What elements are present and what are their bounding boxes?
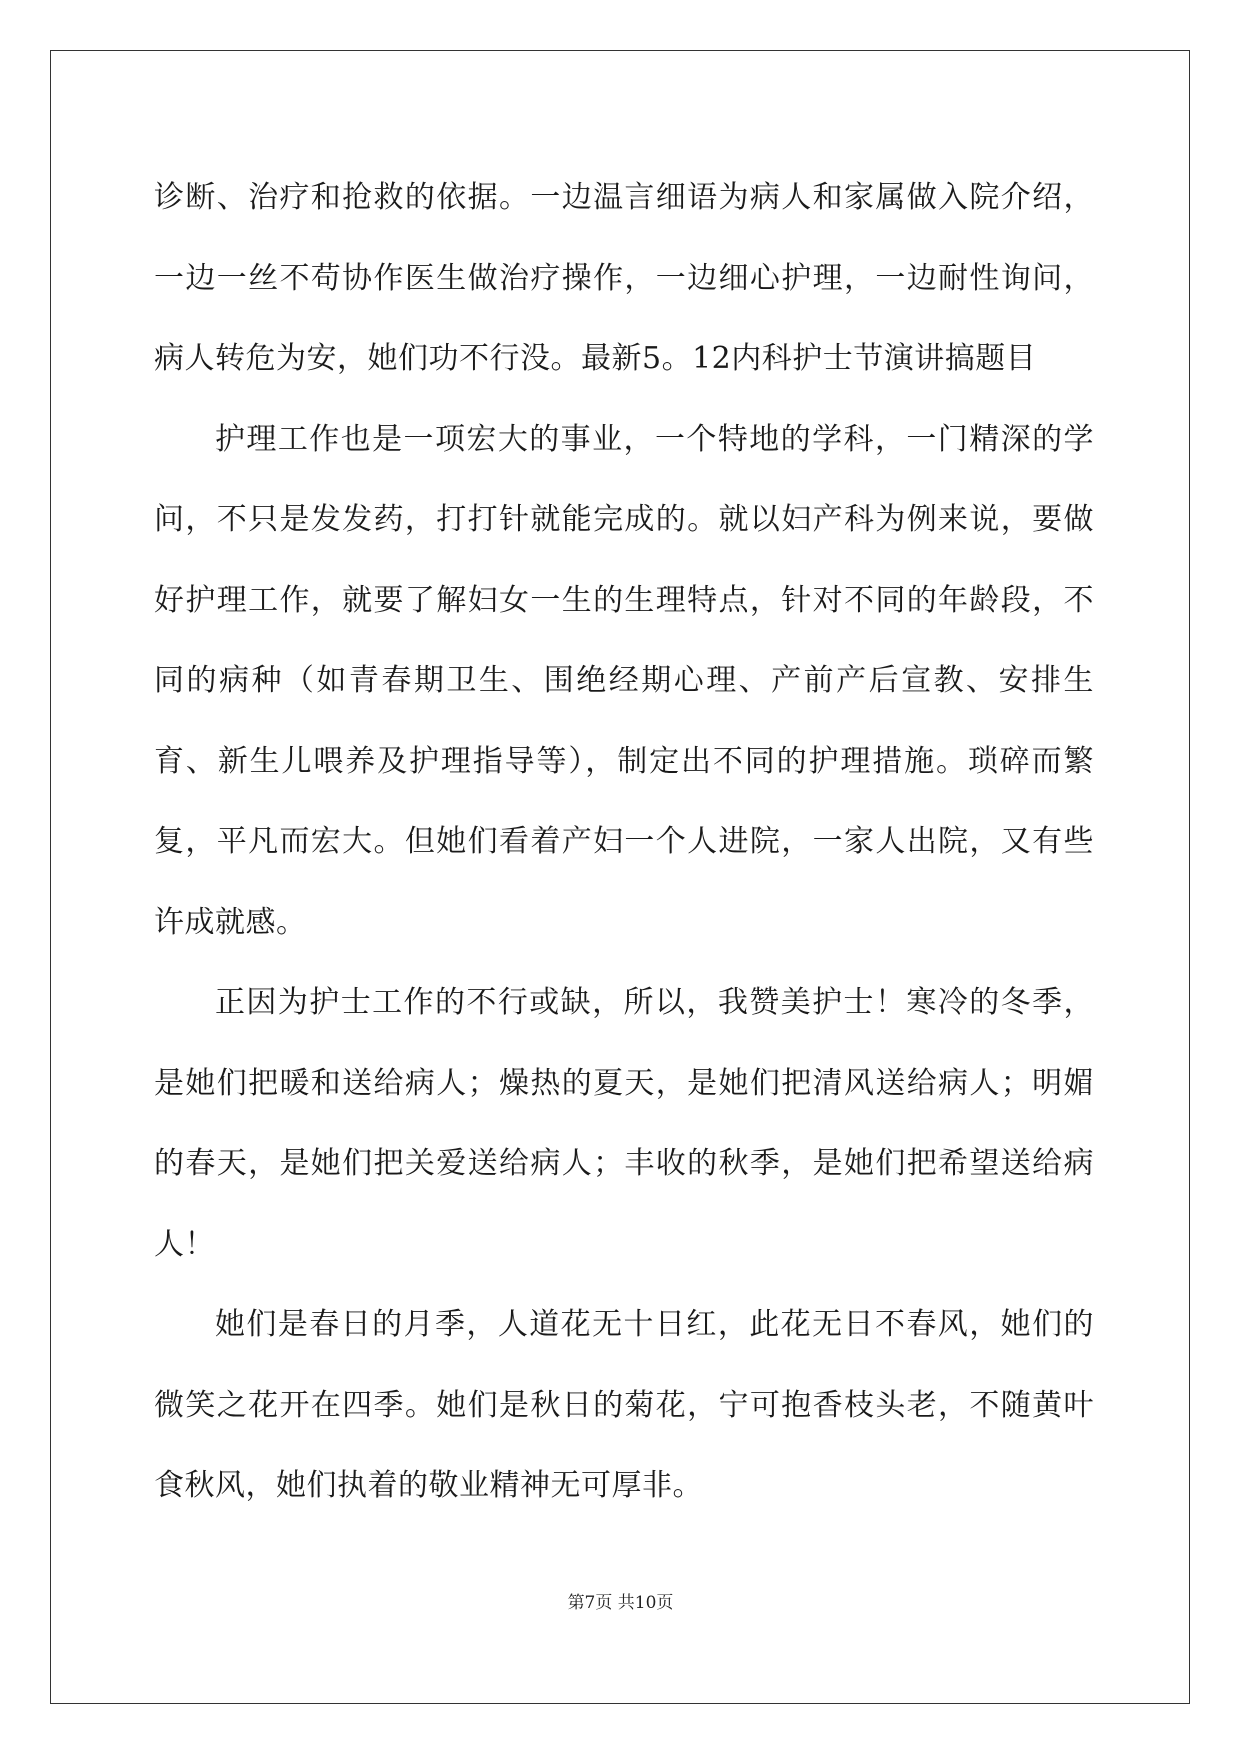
paragraph-1: 诊断、治疗和抢救的依据。一边温言细语为病人和家属做入院介绍，一边一丝不苟协作医生做治疗操作，一边细心护理，一边耐性询问，病人转危为安，她们功不行没。最新5。12内科护士节演讲搞题目 xyxy=(154,180,1094,376)
paragraph-4: 她们是春日的月季，人道花无十日红，此花无日不春风，她们的微笑之花开在四季。她们是秋日的菊花，宁可抱香枝头老，不随黄叶食秋风，她们执着的敬业精神无可厚非。 xyxy=(154,1307,1094,1503)
page-number-footer: 第7页 共10页 xyxy=(567,1593,674,1613)
document-body xyxy=(154,158,1094,1527)
paragraph-2: 护理工作也是一项宏大的事业，一个特地的学科，一门精深的学问，不只是发发药，打打针就能完成的。就以妇产科为例来说，要做好护理工作，就要了解妇女一生的生理特点，针对不同的年龄段，不同的病种（如青春期卫生、围绝经期心理、产前产后宣教、安排生育、新生儿喂养及护理指导等），制定出不同的护理措施。琐碎而繁复，平凡而宏大。但她们看着产妇一个人进院，一家人出院，又有些许成就感。 xyxy=(154,421,1094,940)
paragraph-3: 正因为护士工作的不行或缺，所以，我赞美护士！寒冷的冬季，是她们把暖和送给病人；燥热的夏天，是她们把清风送给病人；明媚的春天，是她们把关爱送给病人；丰收的秋季，是她们把希望送给病人！ xyxy=(154,985,1094,1262)
